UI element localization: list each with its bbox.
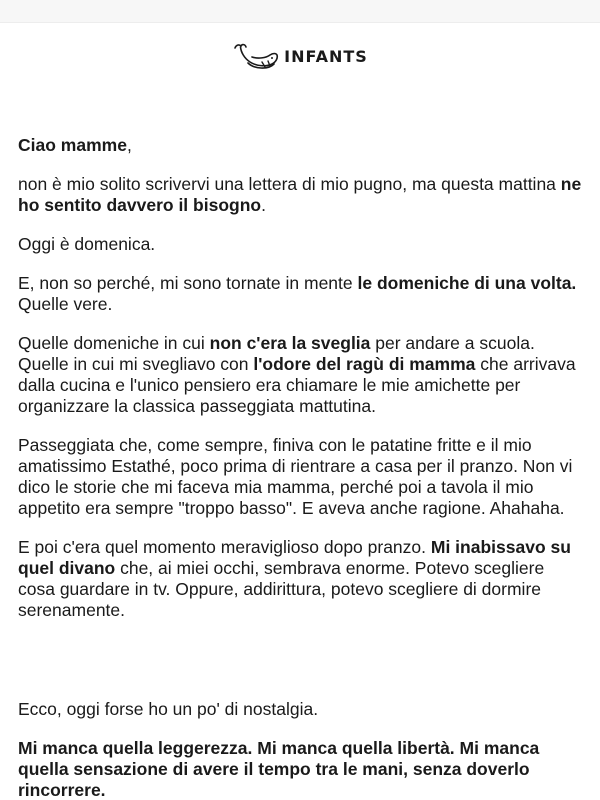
p4-text-2: per andare a scuola. Quelle in cui mi svegliavo con — [18, 333, 535, 374]
whale-icon — [232, 42, 280, 72]
brand-name: INFANTS — [284, 47, 368, 66]
p3-end: Quelle vere. — [18, 294, 113, 314]
greeting — [18, 135, 584, 156]
p6-end: che, ai miei occhi, sembrava enorme. Potevo scegliere cosa guardare in tv. Oppure, addirittura, potevo scegliere di dormire serenamente. — [18, 558, 545, 620]
p3-bold: le domeniche di una volta. — [357, 273, 577, 293]
p1-text: non è mio solito scrivervi una lettera di mio pugno, ma questa mattina — [18, 174, 561, 194]
p1-bold: ne ho sentito davvero il bisogno — [18, 174, 582, 215]
p6-bold: Mi inabissavo su quel divano — [18, 537, 571, 578]
top-bar — [0, 0, 600, 23]
p4-bold-1: non c'era la sveglia — [209, 333, 371, 353]
greeting-punct: , — [126, 135, 132, 155]
paragraph-5: Passeggiata che, come sempre, finiva con le patatine fritte e il mio amatissimo Estathé, poco prima di rientrare a casa per il pranzo. Non vi dico le storie che mi faceva mia mamma, perché poi a tavola il mio appetito era sempre "troppo basso". E aveva anche ragione. Ahahaha. — [18, 435, 573, 518]
p6-text: E poi c'era quel momento meraviglioso dopo pranzo. — [18, 537, 431, 557]
p4-text-1: Quelle domeniche in cui — [18, 333, 210, 353]
greeting-bold: Ciao mamme — [18, 135, 127, 155]
p3-text: E, non so perché, mi sono tornate in mente — [18, 273, 358, 293]
section-spacer — [18, 639, 584, 699]
p4-text-3: che arrivava dalla cucina e l'unico pensiero era chiamare le mie amichette per organizzare la classica passeggiata mattutina. — [18, 354, 576, 416]
p1-end: . — [261, 195, 266, 215]
paragraph-2: Oggi è domenica. — [18, 234, 156, 254]
paragraph-1 — [18, 174, 584, 216]
paragraph-4 — [18, 333, 584, 417]
p8-bold: Mi manca quella leggerezza. Mi manca quella libertà. Mi manca quella sensazione di avere il tempo tra le mani, senza doverlo rincorrere. — [18, 738, 540, 800]
paragraph-6 — [18, 537, 584, 621]
p4-bold-2: l'odore del ragù di mamma — [253, 354, 476, 374]
letter-body — [18, 135, 584, 800]
paragraph-8 — [18, 738, 584, 800]
brand-logo[interactable] — [0, 40, 600, 74]
paragraph-7: Ecco, oggi forse ho un po' di nostalgia. — [18, 699, 319, 719]
paragraph-3 — [18, 273, 584, 315]
